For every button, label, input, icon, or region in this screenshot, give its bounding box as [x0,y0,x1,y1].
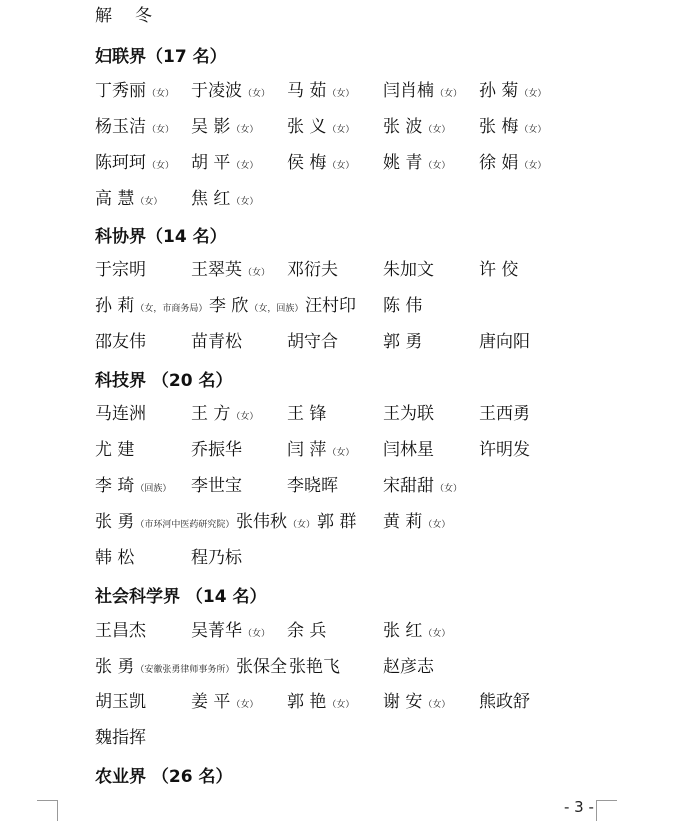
section-heading-shehui: 社会科学界 （14 名） [95,587,267,607]
member-note: （女） [231,197,259,207]
member-name: 李晓晖 [287,476,338,496]
member-entry [383,510,450,537]
member-entry [287,690,354,717]
member-name: 李 琦 [95,476,135,496]
member-entry [191,330,242,354]
member-name: 魏指挥 [95,728,146,748]
member-entry [95,79,174,106]
member-note: （女） [327,448,355,458]
member-note: （女） [147,89,175,99]
member-entry [479,79,546,106]
member-entry [95,474,171,501]
member-name: 王西勇 [479,404,530,424]
member-entry [383,402,434,426]
member-name: 王 锋 [287,404,327,424]
member-note: （女） [231,412,259,422]
member-note: （女） [435,89,463,99]
member-note: （女） [423,125,451,135]
member-entry [289,655,340,679]
member-note: （女） [327,125,355,135]
member-entry [383,79,462,106]
member-entry [383,438,434,462]
member-entry [209,294,303,321]
member-entry [95,655,234,682]
member-note: （女） [423,161,451,171]
member-name: 王 方 [191,404,231,424]
member-entry [479,438,530,462]
page-number: - 3 - [564,798,594,816]
member-entry [383,330,422,354]
member-entry [287,79,354,106]
member-note: （女） [327,89,355,99]
member-name: 许明发 [479,440,530,460]
member-name: 张 勇 [95,657,135,677]
member-name: 熊政舒 [479,692,530,712]
member-entry [95,330,146,354]
member-name: 孙 莉 [95,296,135,316]
member-entry [191,619,270,646]
member-name: 胡玉凯 [95,692,146,712]
member-note: （女） [435,484,463,494]
member-name: 于凌波 [191,81,242,101]
member-name: 孙 菊 [479,81,519,101]
member-name: 胡守合 [287,332,338,352]
member-name: 杨玉洁 [95,117,146,137]
member-entry [383,655,434,679]
member-name: 张艳飞 [289,657,340,677]
member-entry [383,474,462,501]
member-entry [305,294,356,318]
member-entry [95,115,174,142]
member-name: 闫林星 [383,440,434,460]
member-entry [383,115,450,142]
member-note: （女） [243,89,271,99]
member-name: 程乃标 [191,548,242,568]
member-note: （女） [243,268,271,278]
member-name: 张保全 [236,657,287,677]
member-note: （女） [519,125,547,135]
section-heading-fulian: 妇联界（17 名） [95,47,227,67]
member-name: 徐 娟 [479,153,519,173]
member-name: 高 慧 [95,189,135,209]
member-entry [191,546,242,570]
member-entry [287,402,326,426]
member-entry [383,690,450,717]
member-name: 闫 萍 [287,440,327,460]
member-entry [191,79,270,106]
member-name: 张 波 [383,117,423,137]
member-entry [479,402,530,426]
member-entry [287,151,354,178]
member-name: 朱加文 [383,260,434,280]
member-name: 丁秀丽 [95,81,146,101]
member-entry [287,258,338,282]
member-note: （女） [519,89,547,99]
member-name: 姚 青 [383,153,423,173]
member-note: （女） [519,161,547,171]
member-name: 郭 群 [317,512,357,532]
member-name: 李世宝 [191,476,242,496]
member-name: 郭 艳 [287,692,327,712]
member-entry [479,258,518,282]
member-name: 吴 影 [191,117,231,137]
section-heading-kexie: 科协界（14 名） [95,227,227,247]
member-name: 郭 勇 [383,332,423,352]
member-note: （女） [327,700,355,710]
member-entry [317,510,356,534]
member-entry [191,115,258,142]
member-name: 陈珂珂 [95,153,146,173]
member-entry [287,619,326,643]
member-note: （安徽张勇律师事务所） [135,665,235,675]
member-note: （女） [147,125,175,135]
member-entry [95,510,234,537]
member-note: （女） [231,161,259,171]
member-name: 王翠英 [191,260,242,280]
member-note: （女） [423,700,451,710]
member-entry [191,258,270,285]
crop-mark-right [596,800,617,821]
member-note: （女） [231,700,259,710]
member-name: 张 义 [287,117,327,137]
member-note: （女，回族） [249,304,304,314]
member-name: 唐向阳 [479,332,530,352]
member-entry [383,151,450,178]
member-entry [287,330,338,354]
member-name: 马连洲 [95,404,146,424]
member-entry [191,690,258,717]
member-entry [95,402,146,426]
member-name: 许 佼 [479,260,519,280]
member-entry [479,330,530,354]
member-name: 邵友伟 [95,332,146,352]
member-entry [95,619,146,643]
member-entry [191,402,258,429]
member-name: 张伟秋 [236,512,287,532]
member-entry [236,510,315,537]
member-entry [383,294,422,318]
member-entry [191,187,258,214]
member-entry [191,438,242,462]
member-entry [479,690,530,714]
member-name: 余 兵 [287,621,327,641]
member-note: （女） [288,520,316,530]
member-note: （女） [243,629,271,639]
member-entry [479,151,546,178]
member-entry [236,655,287,679]
member-name: 赵彦志 [383,657,434,677]
member-name: 王为联 [383,404,434,424]
member-entry [383,619,450,646]
member-entry [95,438,134,462]
member-name: 邓衍夫 [287,260,338,280]
member-entry [287,438,354,465]
member-note: （女） [423,629,451,639]
member-name: 姜 平 [191,692,231,712]
member-name: 吴菁华 [191,621,242,641]
member-name: 胡 平 [191,153,231,173]
member-entry [95,294,207,321]
member-entry [95,546,134,570]
member-name: 张 勇 [95,512,135,532]
member-name: 宋甜甜 [383,476,434,496]
member-entry [479,115,546,142]
member-entry [191,151,258,178]
member-name: 马 茹 [287,81,327,101]
member-entry [95,187,162,214]
crop-mark-left [37,800,58,821]
section-heading-keji: 科技界 （20 名） [95,371,233,391]
member-entry [95,726,146,750]
member-note: （女） [135,197,163,207]
member-note: （女） [423,520,451,530]
member-name: 王昌杰 [95,621,146,641]
member-entry [287,115,354,142]
member-note: （市环河中医药研究院） [135,520,235,530]
member-note: （女） [147,161,175,171]
member-entry [287,474,338,498]
member-name: 侯 梅 [287,153,327,173]
member-name: 乔振华 [191,440,242,460]
member-name: 谢 安 [383,692,423,712]
member-name: 韩 松 [95,548,135,568]
member-note: （女） [327,161,355,171]
member-note: （女，市商务局） [135,304,208,314]
member-name: 焦 红 [191,189,231,209]
member-name: 陈 伟 [383,296,423,316]
member-entry [95,690,146,714]
member-entry [383,258,434,282]
member-name: 张 红 [383,621,423,641]
name-char: 冬 [135,6,152,26]
member-note: （回族） [135,484,172,494]
member-name: 尤 建 [95,440,135,460]
section-heading-nongye: 农业界 （26 名） [95,767,233,787]
member-name: 于宗明 [95,260,146,280]
member-entry [191,474,242,498]
member-name: 闫肖楠 [383,81,434,101]
member-note: （女） [231,125,259,135]
member-name: 李 欣 [209,296,249,316]
name-char: 解 [95,6,112,26]
member-entry [95,151,174,178]
member-name: 黄 莉 [383,512,423,532]
member-name: 汪村印 [305,296,356,316]
member-name: 苗青松 [191,332,242,352]
member-name: 张 梅 [479,117,519,137]
member-entry [95,258,146,282]
